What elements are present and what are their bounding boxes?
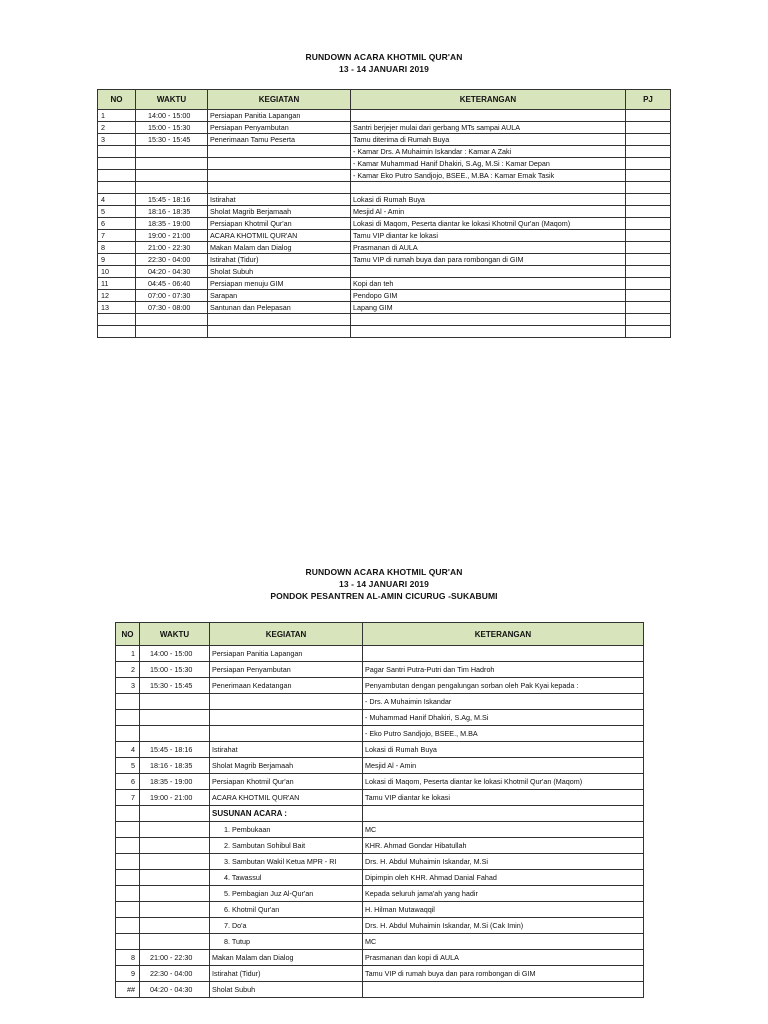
table-row: [116, 918, 644, 934]
cell-waktu: 04:20 - 04:30: [136, 266, 208, 278]
cell-keterangan: Drs. H. Abdul Muhaimin Iskandar, M.Si (Cak Imin): [363, 918, 644, 934]
table-row: [98, 242, 671, 254]
cell-no: [116, 726, 140, 742]
table-row: [116, 774, 644, 790]
cell-keterangan: Mesjid Al - Amin: [351, 206, 626, 218]
table-row: [98, 302, 671, 314]
cell-no: 11: [98, 278, 136, 290]
cell-kegiatan: Penerimaan Tamu Peserta: [208, 134, 351, 146]
cell-waktu: [136, 158, 208, 170]
cell-pj: [626, 194, 671, 206]
table-row: [116, 934, 644, 950]
cell-kegiatan: Makan Malam dan Dialog: [208, 242, 351, 254]
cell-no: [116, 902, 140, 918]
cell-kegiatan: 1. Pembukaan: [210, 822, 363, 838]
cell-kegiatan: SUSUNAN ACARA :: [210, 806, 363, 822]
cell-waktu: 07:00 - 07:30: [136, 290, 208, 302]
doc1-title-line: RUNDOWN ACARA KHOTMIL QUR'AN: [305, 52, 463, 62]
cell-keterangan: KHR. Ahmad Gondar Hibatullah: [363, 838, 644, 854]
cell-no: 5: [98, 206, 136, 218]
cell-no: 3: [116, 678, 140, 694]
cell-keterangan: [363, 646, 644, 662]
cell-no: 4: [116, 742, 140, 758]
cell-no: [98, 158, 136, 170]
cell-kegiatan: [208, 182, 351, 194]
table-row: [98, 158, 671, 170]
cell-waktu: 15:45 - 18:16: [136, 194, 208, 206]
table-row: [116, 662, 644, 678]
cell-keterangan: Kepada seluruh jama'ah yang hadir: [363, 886, 644, 902]
cell-kegiatan: Istirahat: [208, 194, 351, 206]
cell-waktu: 07:30 - 08:00: [136, 302, 208, 314]
cell-no: [116, 870, 140, 886]
cell-kegiatan: Sholat Magrib Berjamaah: [210, 758, 363, 774]
cell-waktu: [140, 806, 210, 822]
cell-keterangan: - Muhammad Hanif Dhakiri, S.Ag, M.Si: [363, 710, 644, 726]
cell-pj: [626, 314, 671, 326]
cell-pj: [626, 302, 671, 314]
cell-kegiatan: 3. Sambutan Wakil Ketua MPR - RI: [210, 854, 363, 870]
cell-kegiatan: Santunan dan Pelepasan: [208, 302, 351, 314]
col-header-keterangan: KETERANGAN: [351, 90, 626, 110]
table-row: [98, 326, 671, 338]
cell-no: 2: [116, 662, 140, 678]
cell-kegiatan: Makan Malam dan Dialog: [210, 950, 363, 966]
cell-kegiatan: [208, 326, 351, 338]
cell-waktu: 21:00 - 22:30: [140, 950, 210, 966]
doc2-header-row: [116, 623, 644, 646]
cell-kegiatan: ACARA KHOTMIL QUR'AN: [208, 230, 351, 242]
table-row: [98, 290, 671, 302]
table-row: [116, 710, 644, 726]
col-header-waktu: WAKTU: [136, 90, 208, 110]
cell-no: [98, 170, 136, 182]
cell-no: 2: [98, 122, 136, 134]
cell-kegiatan: Persiapan Panitia Lapangan: [210, 646, 363, 662]
cell-waktu: [136, 182, 208, 194]
col-header-no: NO: [98, 90, 136, 110]
cell-no: [116, 694, 140, 710]
table-row: [116, 646, 644, 662]
cell-waktu: [140, 822, 210, 838]
cell-waktu: [140, 934, 210, 950]
cell-no: 9: [116, 966, 140, 982]
cell-waktu: 15:30 - 15:45: [136, 134, 208, 146]
table-row: [98, 230, 671, 242]
table-row: [98, 278, 671, 290]
cell-keterangan: Tamu VIP diantar ke lokasi: [351, 230, 626, 242]
doc1-title: [0, 51, 768, 75]
doc1-subtitle-line: 13 - 14 JANUARI 2019: [339, 64, 429, 74]
table-row: [116, 694, 644, 710]
cell-waktu: 14:00 - 15:00: [136, 110, 208, 122]
cell-kegiatan: Persiapan Penyambutan: [208, 122, 351, 134]
cell-waktu: [140, 694, 210, 710]
cell-no: [116, 886, 140, 902]
cell-waktu: 21:00 - 22:30: [136, 242, 208, 254]
table-row: [98, 206, 671, 218]
cell-keterangan: Kopi dan teh: [351, 278, 626, 290]
cell-pj: [626, 134, 671, 146]
table-row: [116, 822, 644, 838]
cell-no: [98, 314, 136, 326]
cell-kegiatan: 2. Sambutan Sohibul Bait: [210, 838, 363, 854]
table-row: [116, 806, 644, 822]
cell-keterangan: - Kamar Eko Putro Sandjojo, BSEE., M.BA : Kamar Emak Tasik: [351, 170, 626, 182]
cell-kegiatan: 5. Pembagian Juz Al-Qur'an: [210, 886, 363, 902]
cell-no: [116, 934, 140, 950]
cell-kegiatan: [210, 710, 363, 726]
cell-kegiatan: Sholat Subuh: [208, 266, 351, 278]
cell-kegiatan: 6. Khotmil Qur'an: [210, 902, 363, 918]
cell-kegiatan: Persiapan Khotmil Qur'an: [210, 774, 363, 790]
cell-keterangan: Drs. H. Abdul Muhaimin Iskandar, M.Si: [363, 854, 644, 870]
cell-kegiatan: Penerimaan Kedatangan: [210, 678, 363, 694]
col-header-no: NO: [116, 623, 140, 646]
cell-keterangan: Tamu VIP di rumah buya dan para rombongan di GIM: [351, 254, 626, 266]
cell-no: [116, 822, 140, 838]
cell-keterangan: Lokasi di Rumah Buya: [351, 194, 626, 206]
cell-keterangan: Prasmanan dan kopi di AULA: [363, 950, 644, 966]
table-row: [116, 838, 644, 854]
cell-waktu: 19:00 - 21:00: [136, 230, 208, 242]
table-row: [116, 854, 644, 870]
cell-keterangan: [351, 182, 626, 194]
cell-keterangan: [351, 266, 626, 278]
cell-kegiatan: Persiapan Khotmil Qur'an: [208, 218, 351, 230]
table-row: [116, 726, 644, 742]
cell-waktu: 15:30 - 15:45: [140, 678, 210, 694]
cell-kegiatan: Istirahat: [210, 742, 363, 758]
cell-keterangan: Lokasi di Rumah Buya: [363, 742, 644, 758]
cell-no: 10: [98, 266, 136, 278]
cell-kegiatan: [208, 158, 351, 170]
cell-waktu: [136, 314, 208, 326]
table-row: [116, 870, 644, 886]
cell-pj: [626, 158, 671, 170]
table-row: [116, 758, 644, 774]
cell-no: 6: [98, 218, 136, 230]
cell-no: 5: [116, 758, 140, 774]
doc2-title: [0, 566, 768, 602]
cell-waktu: [140, 726, 210, 742]
col-header-kegiatan: KEGIATAN: [208, 90, 351, 110]
cell-keterangan: MC: [363, 822, 644, 838]
cell-keterangan: Tamu diterima di Rumah Buya: [351, 134, 626, 146]
cell-keterangan: [351, 110, 626, 122]
cell-waktu: [140, 838, 210, 854]
cell-kegiatan: Persiapan menuju GIM: [208, 278, 351, 290]
cell-no: [116, 918, 140, 934]
cell-waktu: [140, 918, 210, 934]
cell-keterangan: - Drs. A Muhaimin Iskandar: [363, 694, 644, 710]
cell-keterangan: Santri berjejer mulai dari gerbang MTs sampai AULA: [351, 122, 626, 134]
doc1-rundown-table: [97, 89, 671, 338]
cell-pj: [626, 218, 671, 230]
cell-keterangan: Lapang GIM: [351, 302, 626, 314]
cell-kegiatan: [208, 314, 351, 326]
cell-kegiatan: 4. Tawassul: [210, 870, 363, 886]
table-row: [98, 194, 671, 206]
cell-waktu: [140, 902, 210, 918]
cell-keterangan: MC: [363, 934, 644, 950]
cell-waktu: [136, 146, 208, 158]
cell-waktu: [136, 326, 208, 338]
table-row: [98, 314, 671, 326]
table-row: [98, 254, 671, 266]
cell-no: 6: [116, 774, 140, 790]
cell-kegiatan: Persiapan Panitia Lapangan: [208, 110, 351, 122]
cell-keterangan: - Kamar Drs. A Muhaimin Iskandar : Kamar A Zaki: [351, 146, 626, 158]
cell-pj: [626, 290, 671, 302]
cell-no: 8: [116, 950, 140, 966]
cell-waktu: 15:00 - 15:30: [136, 122, 208, 134]
cell-waktu: 18:35 - 19:00: [136, 218, 208, 230]
cell-keterangan: Lokasi di Maqom, Peserta diantar ke lokasi Khotmil Qur'an (Maqom): [363, 774, 644, 790]
cell-no: [98, 146, 136, 158]
cell-waktu: [140, 886, 210, 902]
cell-keterangan: Tamu VIP diantar ke lokasi: [363, 790, 644, 806]
cell-pj: [626, 182, 671, 194]
col-header-kegiatan: KEGIATAN: [210, 623, 363, 646]
cell-waktu: 18:16 - 18:35: [136, 206, 208, 218]
cell-pj: [626, 266, 671, 278]
cell-kegiatan: Sholat Magrib Berjamaah: [208, 206, 351, 218]
cell-no: 7: [116, 790, 140, 806]
cell-pj: [626, 254, 671, 266]
cell-keterangan: [351, 326, 626, 338]
table-row: [116, 950, 644, 966]
cell-waktu: 22:30 - 04:00: [136, 254, 208, 266]
cell-kegiatan: [208, 170, 351, 182]
col-header-waktu: WAKTU: [140, 623, 210, 646]
cell-keterangan: [363, 982, 644, 998]
doc2-subtitle-line: 13 - 14 JANUARI 2019: [339, 579, 429, 589]
cell-kegiatan: [210, 694, 363, 710]
cell-waktu: 15:45 - 18:16: [140, 742, 210, 758]
doc2-title-line: RUNDOWN ACARA KHOTMIL QUR'AN: [305, 567, 463, 577]
cell-no: 3: [98, 134, 136, 146]
cell-kegiatan: [208, 146, 351, 158]
cell-keterangan: [363, 806, 644, 822]
cell-waktu: 18:35 - 19:00: [140, 774, 210, 790]
cell-keterangan: Pagar Santri Putra-Putri dan Tim Hadroh: [363, 662, 644, 678]
table-row: [116, 902, 644, 918]
cell-waktu: 14:00 - 15:00: [140, 646, 210, 662]
cell-kegiatan: 7. Do'a: [210, 918, 363, 934]
cell-pj: [626, 326, 671, 338]
table-row: [116, 886, 644, 902]
cell-no: 13: [98, 302, 136, 314]
cell-waktu: 04:20 - 04:30: [140, 982, 210, 998]
cell-kegiatan: [210, 726, 363, 742]
cell-kegiatan: ACARA KHOTMIL QUR'AN: [210, 790, 363, 806]
cell-pj: [626, 170, 671, 182]
cell-keterangan: - Eko Putro Sandjojo, BSEE., M.BA: [363, 726, 644, 742]
cell-no: 7: [98, 230, 136, 242]
cell-no: [116, 854, 140, 870]
table-row: [98, 134, 671, 146]
cell-waktu: [136, 170, 208, 182]
cell-no: [116, 710, 140, 726]
cell-keterangan: Pendopo GIM: [351, 290, 626, 302]
table-row: [116, 790, 644, 806]
cell-pj: [626, 146, 671, 158]
cell-keterangan: Mesjid Al - Amin: [363, 758, 644, 774]
table-row: [98, 146, 671, 158]
cell-kegiatan: 8. Tutup: [210, 934, 363, 950]
cell-waktu: [140, 854, 210, 870]
cell-kegiatan: Persiapan Penyambutan: [210, 662, 363, 678]
cell-pj: [626, 122, 671, 134]
col-header-keterangan: KETERANGAN: [363, 623, 644, 646]
cell-keterangan: Lokasi di Maqom, Peserta diantar ke lokasi Khotmil Qur'an (Maqom): [351, 218, 626, 230]
cell-pj: [626, 242, 671, 254]
table-row: [98, 122, 671, 134]
table-row: [116, 966, 644, 982]
cell-no: 8: [98, 242, 136, 254]
cell-keterangan: [351, 314, 626, 326]
table-row: [98, 182, 671, 194]
cell-pj: [626, 278, 671, 290]
cell-no: 1: [98, 110, 136, 122]
cell-keterangan: Dipimpin oleh KHR. Ahmad Danial Fahad: [363, 870, 644, 886]
cell-waktu: 22:30 - 04:00: [140, 966, 210, 982]
cell-no: [98, 326, 136, 338]
table-row: [116, 982, 644, 998]
cell-waktu: 04:45 - 06:40: [136, 278, 208, 290]
cell-waktu: 18:16 - 18:35: [140, 758, 210, 774]
cell-no: ##: [116, 982, 140, 998]
cell-waktu: [140, 710, 210, 726]
cell-pj: [626, 230, 671, 242]
cell-kegiatan: Sarapan: [208, 290, 351, 302]
cell-keterangan: Prasmanan di AULA: [351, 242, 626, 254]
table-row: [98, 218, 671, 230]
cell-no: [116, 838, 140, 854]
col-header-pj: PJ: [626, 90, 671, 110]
cell-waktu: 19:00 - 21:00: [140, 790, 210, 806]
cell-kegiatan: Sholat Subuh: [210, 982, 363, 998]
cell-waktu: 15:00 - 15:30: [140, 662, 210, 678]
cell-no: 9: [98, 254, 136, 266]
doc2-venue-line: PONDOK PESANTREN AL-AMIN CICURUG -SUKABUMI: [270, 591, 498, 601]
cell-keterangan: Tamu VIP di rumah buya dan para rombongan di GIM: [363, 966, 644, 982]
cell-kegiatan: Istirahat (Tidur): [210, 966, 363, 982]
table-row: [98, 266, 671, 278]
cell-no: [116, 806, 140, 822]
doc1-header-row: [98, 90, 671, 110]
cell-no: 4: [98, 194, 136, 206]
cell-kegiatan: Istirahat (Tidur): [208, 254, 351, 266]
doc2-rundown-table: [115, 622, 644, 998]
cell-keterangan: - Kamar Muhammad Hanif Dhakiri, S.Ag, M.Si : Kamar Depan: [351, 158, 626, 170]
cell-no: 1: [116, 646, 140, 662]
table-row: [98, 170, 671, 182]
cell-pj: [626, 206, 671, 218]
table-row: [116, 678, 644, 694]
cell-no: 12: [98, 290, 136, 302]
cell-pj: [626, 110, 671, 122]
cell-no: [98, 182, 136, 194]
table-row: [116, 742, 644, 758]
cell-keterangan: H. Hilman Mutawaqqil: [363, 902, 644, 918]
cell-keterangan: Penyambutan dengan pengalungan sorban oleh Pak Kyai kepada :: [363, 678, 644, 694]
table-row: [98, 110, 671, 122]
cell-waktu: [140, 870, 210, 886]
